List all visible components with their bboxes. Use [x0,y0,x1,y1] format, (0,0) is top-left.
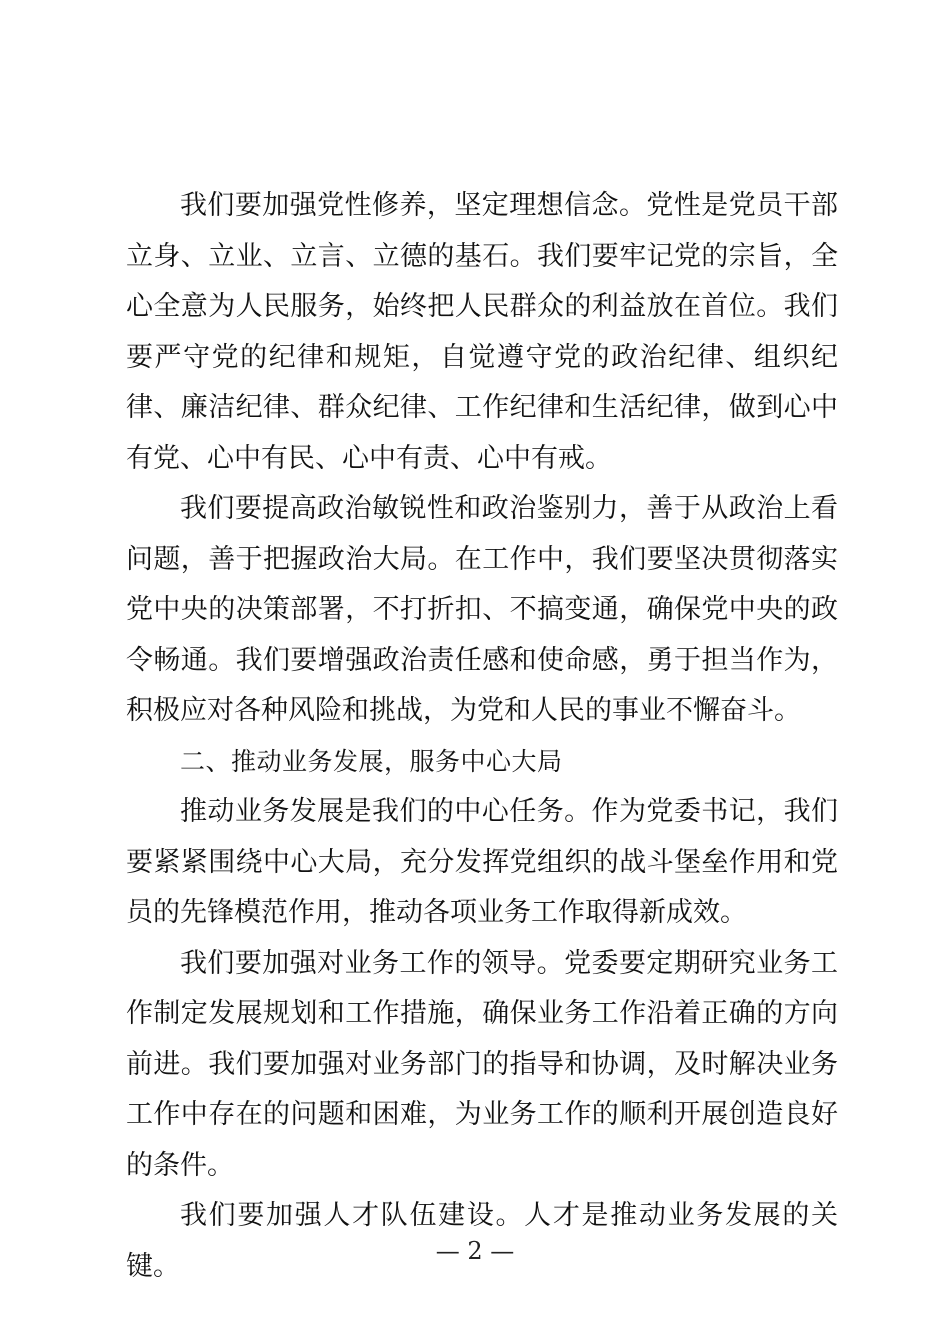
paragraph-party-spirit: 我们要加强党性修养，坚定理想信念。党性是党员干部立身、立业、立言、立德的基石。我们要牢记党的宗旨，全心全意为人民服务，始终把人民群众的利益放在首位。我们要严守党的纪律和规矩，自觉遵守党的政治纪律、组织纪律、廉洁纪律、群众纪律、工作纪律和生活纪律，做到心中有党、心中有民、心中有责、心中有戒。 [126,190,838,474]
document-body [126,181,838,1292]
page-number: — 2 — [435,1237,515,1265]
paragraph-business-development: 推动业务发展是我们的中心任务。作为党委书记，我们要紧紧围绕中心大局，充分发挥党组织的战斗堡垒作用和党员的先锋模范作用，推动各项业务工作取得新成效。 [126,796,838,928]
paragraph-leadership: 我们要加强对业务工作的领导。党委要定期研究业务工作制定发展规划和工作措施，确保业务工作沿着正确的方向前进。我们要加强对业务部门的指导和协调，及时解决业务工作中存在的问题和困难，为业务工作的顺利开展创造良好的条件。 [126,947,838,1181]
section-heading: 二、推动业务发展，服务中心大局 [180,746,563,776]
paragraph-political-sensitivity: 我们要提高政治敏锐性和政治鉴别力，善于从政治上看问题，善于把握政治大局。在工作中，我们要坚决贯彻落实党中央的决策部署，不打折扣、不搞变通，确保党中央的政令畅通。我们要增强政治责任感和使命感，勇于担当作为，积极应对各种风险和挑战，为党和人民的事业不懈奋斗。 [126,493,838,726]
paragraph-talent: 我们要加强人才队伍建设。人才是推动业务发展的关键。 [126,1200,838,1282]
